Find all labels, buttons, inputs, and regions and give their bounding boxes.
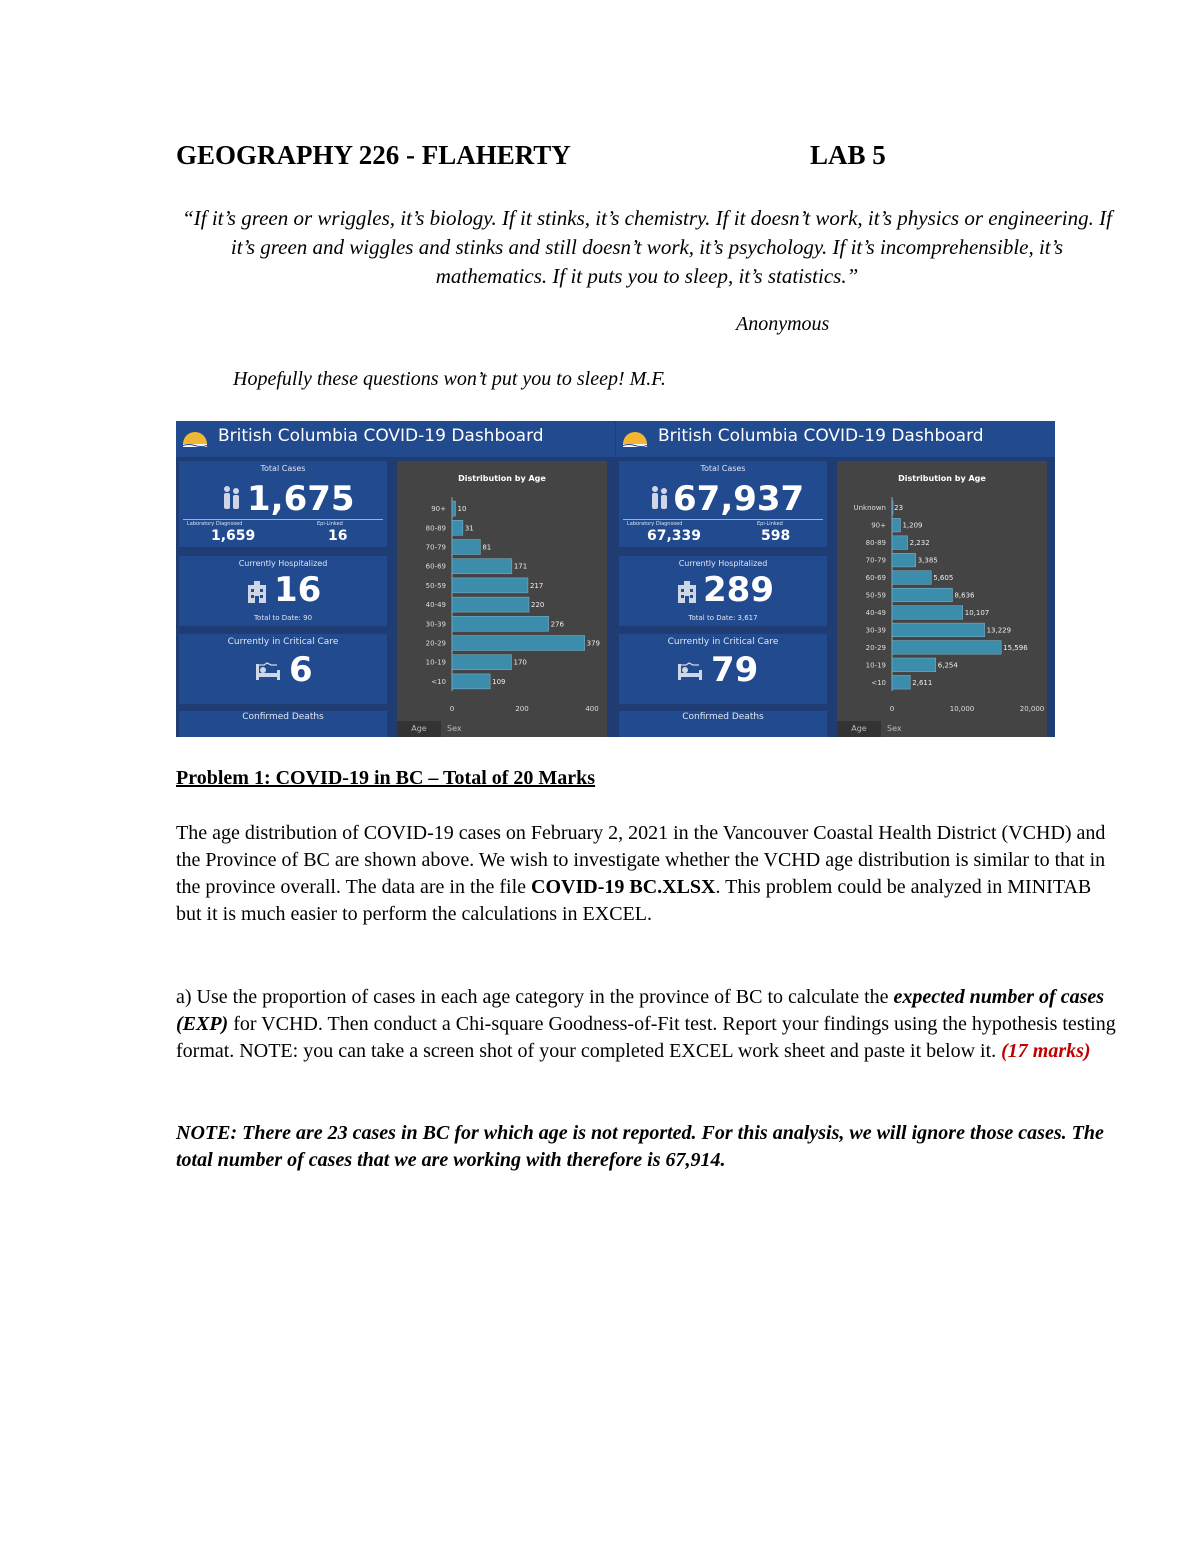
x-tick-label: 0: [889, 705, 895, 713]
bar-0-0: [452, 501, 456, 516]
problem-intro-text-end: . This problem could be analyzed in MINITAB but it is much easier to perform the calculations in EXCEL.: [176, 876, 1092, 925]
lab-diagnosed-value: 1,659: [211, 528, 256, 544]
bar-0-1: [452, 520, 463, 535]
critical-care-card: [179, 634, 387, 704]
dashboard-bc: [616, 421, 1055, 737]
people-icon: [221, 485, 243, 511]
x-tick-label: 0: [449, 705, 455, 713]
value-label: 10: [457, 505, 467, 514]
hospitalized-total: Total to Date: 3,617: [688, 614, 758, 622]
value-label: 2,232: [909, 539, 930, 548]
epigraph-quote: “If it’s green or wriggles, it’s biology. If it stinks, it’s chemistry. If it doesn’t work, it’s physics or engineering. If it’s green and wiggles and stinks and still doesn’t work, it’s psychology. If it’s incomprehensible, it’s mathematics. If it puts you to sleep, it’s statistics.”: [182, 206, 1112, 288]
tab-sex[interactable]: Sex: [447, 724, 462, 733]
value-label: 3,385: [917, 556, 938, 565]
value-label: 6,254: [937, 661, 958, 670]
hospitalized-value: 16: [274, 570, 322, 610]
value-label: 171: [513, 562, 528, 571]
value-label: 1,209: [902, 521, 923, 530]
total-cases-card: [179, 461, 387, 547]
hospital-icon: [247, 581, 267, 603]
lab-diagnosed-value: 67,339: [647, 528, 702, 544]
bar-0-4: [452, 578, 528, 593]
value-label: 5,605: [933, 574, 954, 583]
total-cases-value: 67,937: [673, 479, 805, 519]
epi-linked-value: 16: [328, 528, 348, 544]
value-label: 15,596: [1003, 643, 1028, 652]
category-label: 50-59: [865, 591, 886, 600]
dashboard-titlebar: [176, 421, 615, 457]
value-label: 13,229: [986, 626, 1012, 635]
deaths-card: [619, 711, 827, 737]
lab-diagnosed-label: Laboratory Diagnosed: [627, 521, 683, 527]
category-label: 40-49: [865, 608, 886, 617]
question-a: [176, 984, 1121, 1065]
age-distribution-chart: [397, 461, 607, 737]
chart-tabs: [837, 721, 1047, 737]
category-label: 30-39: [425, 620, 446, 629]
value-label: 276: [550, 620, 564, 629]
bc-sun-logo-icon: [182, 429, 208, 447]
bar-0-9: [452, 674, 490, 689]
bar-1-6: [892, 606, 963, 620]
lab-number: LAB 5: [810, 140, 886, 170]
deaths-label: Confirmed Deaths: [682, 712, 764, 722]
lab-diagnosed-label: Laboratory Diagnosed: [187, 521, 243, 527]
x-tick-label: 400: [585, 705, 599, 713]
dashboard-titlebar: [616, 421, 1055, 457]
bar-0-8: [452, 655, 512, 670]
age-chart-svg: [837, 461, 1047, 721]
value-label: 379: [586, 639, 601, 648]
x-tick-label: 200: [515, 705, 529, 713]
intro-remark: Hopefully these questions won’t put you to sleep! M.F.: [233, 368, 666, 390]
value-label: 109: [492, 677, 506, 686]
hospitalized-card: [179, 556, 387, 626]
x-tick-label: 10,000: [949, 705, 975, 713]
dashboard-title: British Columbia COVID-19 Dashboard: [218, 426, 544, 446]
deaths-card: [179, 711, 387, 737]
category-label: <10: [871, 678, 886, 687]
category-label: 40-49: [425, 601, 446, 610]
bar-1-7: [892, 623, 985, 637]
chart-title: Distribution by Age: [458, 474, 546, 483]
value-label: 8,636: [954, 591, 975, 600]
epi-linked-value: 598: [761, 528, 791, 544]
hospitalized-label: Currently Hospitalized: [238, 559, 328, 568]
question-a-text: a) Use the proportion of cases in each age category in the province of BC to calculate the: [176, 986, 894, 1008]
value-label: 31: [464, 524, 474, 533]
value-label: 2,611: [912, 678, 933, 687]
quote-attribution: Anonymous: [736, 313, 830, 335]
total-cases-value: 1,675: [247, 479, 355, 519]
total-cases-label: Total Cases: [260, 464, 306, 473]
critical-care-value: 6: [289, 650, 313, 690]
chart-tabs: [397, 721, 607, 737]
bar-1-9: [892, 658, 936, 672]
category-label: Unknown: [853, 504, 886, 513]
epi-linked-label: Epi-Linked: [757, 521, 783, 527]
hospitalized-card: [619, 556, 827, 626]
category-label: 80-89: [865, 539, 886, 548]
bar-0-6: [452, 616, 549, 631]
problem-intro-text: The age distribution of COVID-19 cases on February 2, 2021 in the Vancouver Coastal Health District (VCHD) and the Province of BC are shown above. We wish to investigate whether the VCHD age distribution is similar to that in the province overall. The data are in the file: [176, 822, 1106, 898]
dashboard-title: British Columbia COVID-19 Dashboard: [658, 426, 984, 446]
bar-0-5: [452, 597, 529, 612]
total-cases-card: [619, 461, 827, 547]
category-label: 30-39: [865, 626, 886, 635]
hospital-bed-icon: [255, 662, 281, 682]
bar-1-5: [892, 588, 952, 602]
category-label: 60-69: [425, 562, 446, 571]
age-distribution-chart: [837, 461, 1047, 737]
category-label: <10: [431, 677, 446, 686]
category-label: 90+: [871, 521, 886, 530]
deaths-label: Confirmed Deaths: [242, 712, 324, 722]
bar-1-4: [892, 571, 931, 585]
critical-care-label: Currently in Critical Care: [227, 637, 339, 647]
category-label: 20-29: [425, 639, 446, 648]
category-label: 50-59: [425, 581, 446, 590]
critical-care-label: Currently in Critical Care: [667, 637, 779, 647]
category-label: 70-79: [865, 556, 886, 565]
bar-1-8: [892, 641, 1001, 655]
course-title: GEOGRAPHY 226 - FLAHERTY: [176, 140, 571, 170]
value-label: 10,107: [964, 608, 990, 617]
value-label: 217: [529, 581, 544, 590]
category-label: 10-19: [865, 661, 886, 670]
bc-sun-logo-icon: [622, 429, 648, 447]
category-label: 10-19: [425, 658, 446, 667]
question-a-text-end: for VCHD. Then conduct a Chi-square Goodness-of-Fit test. Report your findings using the hypothesis testing format. NOTE: you can take a screen shot of your completed EXCEL work sheet and paste it below it.: [176, 1013, 1116, 1062]
value-label: 170: [513, 658, 527, 667]
critical-care-card: [619, 634, 827, 704]
bar-1-0: [892, 501, 893, 515]
epi-linked-label: Epi-Linked: [317, 521, 343, 527]
age-chart-svg: [397, 461, 607, 721]
category-label: 60-69: [865, 574, 886, 583]
category-label: 90+: [431, 505, 446, 514]
tab-sex[interactable]: Sex: [887, 724, 902, 733]
tab-age[interactable]: Age: [837, 721, 881, 737]
category-label: 80-89: [425, 524, 446, 533]
category-label: 70-79: [425, 543, 446, 552]
note-paragraph: NOTE: There are 23 cases in BC for which age is not reported. For this analysis, we will ignore those cases. The total number of cases that we are working with therefore is 67,914.: [176, 1122, 1104, 1171]
people-icon: [649, 485, 671, 511]
bar-0-7: [452, 636, 585, 651]
problem-intro: [176, 820, 1121, 928]
tab-age[interactable]: Age: [397, 721, 441, 737]
question-a-emphasis: expected number of cases (EXP): [176, 986, 1105, 1035]
bar-1-10: [892, 675, 910, 689]
x-tick-label: 20,000: [1019, 705, 1045, 713]
value-label: 220: [531, 601, 545, 610]
problem-heading: Problem 1: COVID-19 in BC – Total of 20 Marks: [176, 767, 596, 789]
hospital-bed-icon: [677, 662, 703, 682]
value-label: 81: [482, 543, 492, 552]
category-label: 20-29: [865, 643, 886, 652]
dashboard-vchd: [176, 421, 615, 737]
document-header: [176, 140, 936, 180]
value-label: 23: [894, 504, 904, 513]
hospitalized-label: Currently Hospitalized: [678, 559, 768, 568]
total-cases-label: Total Cases: [700, 464, 746, 473]
dashboard-screenshot: [176, 421, 1055, 737]
bar-0-2: [452, 540, 480, 555]
hospitalized-value: 289: [703, 570, 774, 610]
chart-title: Distribution by Age: [898, 474, 986, 483]
hospital-icon: [677, 581, 697, 603]
data-file-name: COVID-19 BC.XLSX: [531, 876, 716, 898]
bar-1-2: [892, 536, 908, 550]
critical-care-value: 79: [711, 650, 759, 690]
bar-1-1: [892, 518, 900, 532]
bar-1-3: [892, 553, 916, 567]
bar-0-3: [452, 559, 512, 574]
hospitalized-total: Total to Date: 90: [253, 614, 313, 622]
question-a-marks: (17 marks): [1001, 1040, 1091, 1062]
